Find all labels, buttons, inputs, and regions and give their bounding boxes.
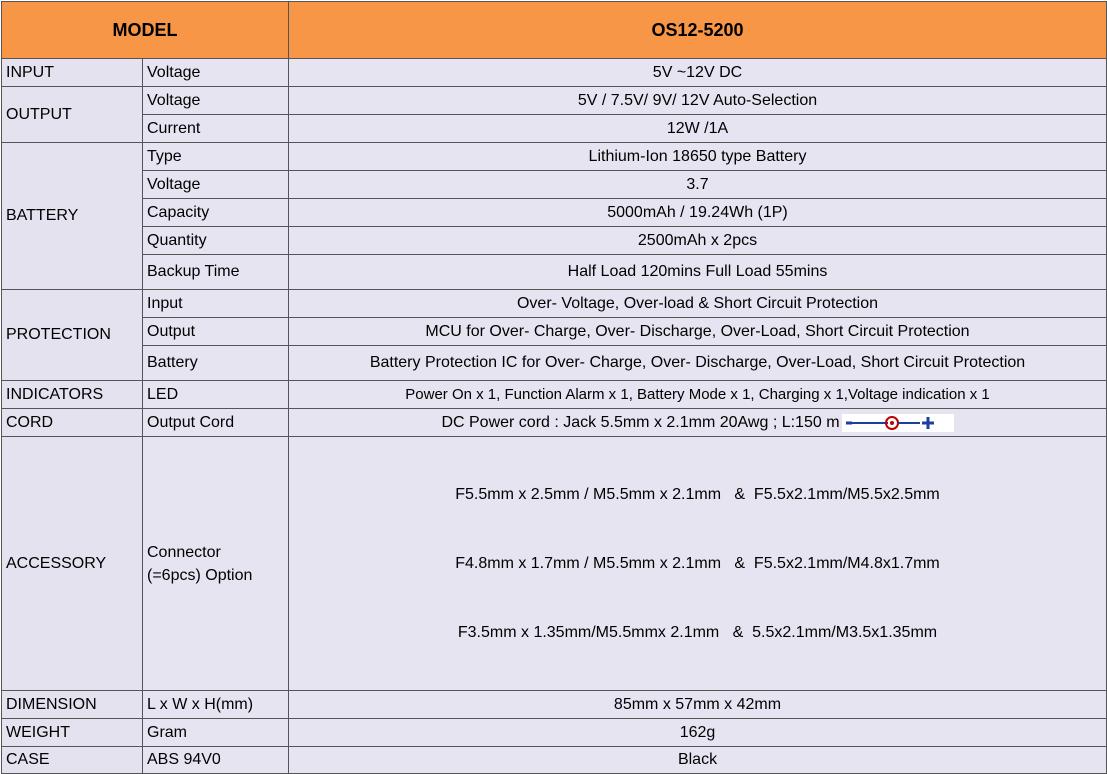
spec-table <box>1 1 1107 774</box>
weight-label: Gram <box>143 719 289 747</box>
accessory-label-line1: Connector <box>147 543 221 561</box>
model-label: MODEL <box>2 2 289 59</box>
accessory-label <box>143 437 289 691</box>
battery-capacity-label: Capacity <box>143 199 289 227</box>
protection-battery-value: Battery Protection IC for Over- Charge, Over- Discharge, Over-Load, Short Circuit Protection <box>289 346 1107 381</box>
case-label: ABS 94V0 <box>143 747 289 774</box>
accessory-label-line2: (=6pcs) Option <box>147 566 253 584</box>
cord-label: Output Cord <box>143 409 289 437</box>
battery-backup-label: Backup Time <box>143 255 289 290</box>
table-row <box>2 290 1107 318</box>
table-row <box>2 719 1107 747</box>
input-voltage-label: Voltage <box>143 59 289 87</box>
accessory-values <box>289 437 1107 691</box>
cord-cell <box>289 409 1107 437</box>
battery-quantity-value: 2500mAh x 2pcs <box>289 227 1107 255</box>
dimension-label: L x W x H(mm) <box>143 691 289 719</box>
output-voltage-label: Voltage <box>143 87 289 115</box>
table-row <box>2 255 1107 290</box>
table-row <box>2 747 1107 774</box>
protection-battery-label: Battery <box>143 346 289 381</box>
indicators-led-value: Power On x 1, Function Alarm x 1, Battery Mode x 1, Charging x 1,Voltage indication x 1 <box>289 381 1107 409</box>
group-weight: WEIGHT <box>2 719 143 747</box>
output-current-value: 12W /1A <box>289 115 1107 143</box>
table-row <box>2 199 1107 227</box>
group-battery: BATTERY <box>2 143 143 290</box>
battery-capacity-value: 5000mAh / 19.24Wh (1P) <box>289 199 1107 227</box>
battery-type-label: Type <box>143 143 289 171</box>
battery-quantity-label: Quantity <box>143 227 289 255</box>
accessory-line: F4.8mm x 1.7mm / M5.5mm x 2.1mm & F5.5x2.1mm/M4.8x1.7mm <box>455 555 940 572</box>
table-row <box>2 143 1107 171</box>
accessory-line: F3.5mm x 1.35mm/M5.5mmx 2.1mm & 5.5x2.1mm/M3.5x1.35mm <box>457 624 938 641</box>
group-case: CASE <box>2 747 143 774</box>
protection-output-label: Output <box>143 318 289 346</box>
group-output: OUTPUT <box>2 87 143 143</box>
input-voltage-value: 5V ~12V DC <box>289 59 1107 87</box>
table-row <box>2 87 1107 115</box>
accessory-line: F5.5mm x 2.5mm / M5.5mm x 2.1mm & F5.5x2.1mm/M5.5x2.5mm <box>455 486 940 503</box>
weight-value: 162g <box>289 719 1107 747</box>
output-current-label: Current <box>143 115 289 143</box>
protection-input-label: Input <box>143 290 289 318</box>
group-accessory: ACCESSORY <box>2 437 143 691</box>
battery-type-value: Lithium-Ion 18650 type Battery <box>289 143 1107 171</box>
cord-content <box>441 414 953 432</box>
table-row <box>2 691 1107 719</box>
output-voltage-value: 5V / 7.5V/ 9V/ 12V Auto-Selection <box>289 87 1107 115</box>
model-value: OS12-5200 <box>289 2 1107 59</box>
group-input: INPUT <box>2 59 143 87</box>
table-row <box>2 171 1107 199</box>
polarity-icon <box>842 414 954 432</box>
battery-backup-value: Half Load 120mins Full Load 55mins <box>289 255 1107 290</box>
table-row <box>2 409 1107 437</box>
dimension-value: 85mm x 57mm x 42mm <box>289 691 1107 719</box>
battery-voltage-label: Voltage <box>143 171 289 199</box>
battery-voltage-value: 3.7 <box>289 171 1107 199</box>
header-row <box>2 2 1107 59</box>
group-dimension: DIMENSION <box>2 691 143 719</box>
table-row <box>2 346 1107 381</box>
group-cord: CORD <box>2 409 143 437</box>
group-protection: PROTECTION <box>2 290 143 381</box>
table-row <box>2 318 1107 346</box>
table-row <box>2 59 1107 87</box>
protection-output-value: MCU for Over- Charge, Over- Discharge, Over-Load, Short Circuit Protection <box>289 318 1107 346</box>
protection-input-value: Over- Voltage, Over-load & Short Circuit Protection <box>289 290 1107 318</box>
group-indicators: INDICATORS <box>2 381 143 409</box>
table-row <box>2 437 1107 691</box>
indicators-led-label: LED <box>143 381 289 409</box>
cord-value: DC Power cord : Jack 5.5mm x 2.1mm 20Awg ; L:150 m <box>441 413 840 431</box>
table-row <box>2 227 1107 255</box>
table-row <box>2 115 1107 143</box>
table-row <box>2 381 1107 409</box>
case-value: Black <box>289 747 1107 774</box>
